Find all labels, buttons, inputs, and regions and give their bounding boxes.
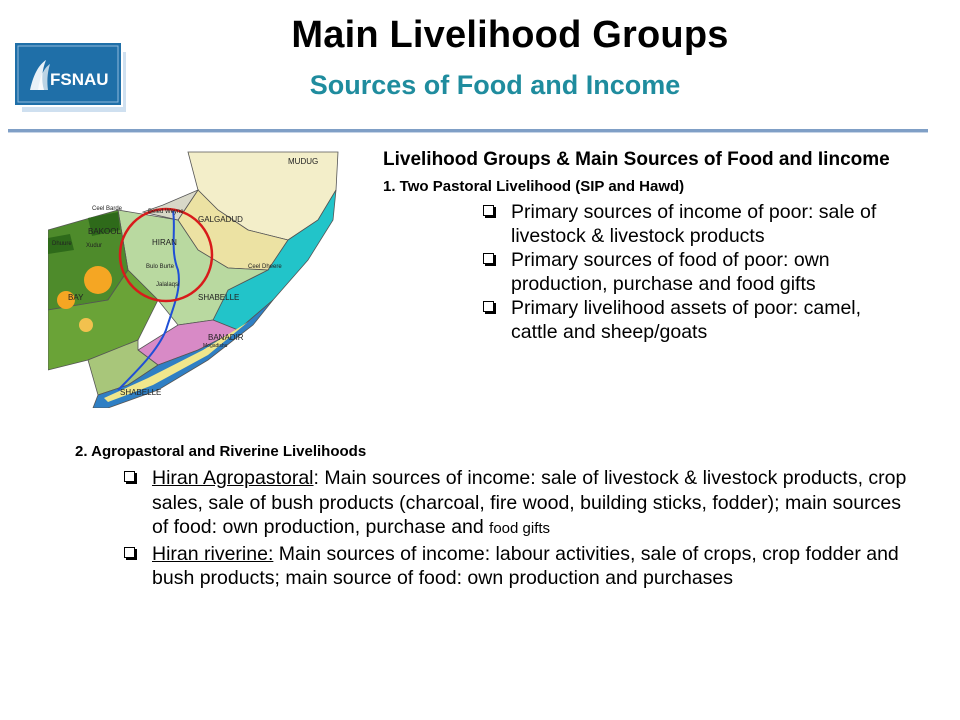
agropastoral-subheading: 2. Agropastoral and Riverine Livelihoods	[75, 443, 367, 460]
pastoral-section	[383, 148, 923, 344]
page-subtitle: Sources of Food and Income	[309, 70, 681, 100]
pastoral-bullet-list	[481, 200, 923, 344]
checkbox-bullet-icon	[483, 301, 494, 312]
hiran-riverine-label: Hiran riverine:	[152, 542, 274, 565]
checkbox-bullet-icon	[124, 471, 135, 482]
svg-text:BANADIR: BANADIR	[208, 333, 244, 342]
svg-text:HIRAN: HIRAN	[152, 238, 177, 247]
checkbox-bullet-icon	[124, 547, 135, 558]
pastoral-subheading: 1. Two Pastoral Livelihood (SIP and Hawd)	[383, 178, 685, 195]
svg-text:Ceel Dheere: Ceel Dheere	[248, 264, 282, 270]
list-item: Primary sources of food of poor: own production, purchase and food gifts	[481, 248, 911, 296]
svg-text:SHABELLE: SHABELLE	[198, 293, 240, 302]
svg-text:Mogadishu: Mogadishu	[203, 343, 228, 349]
svg-text:Bulo Burte: Bulo Burte	[146, 264, 175, 270]
list-item: Hiran riverine: Main sources of income: labour activities, sale of crops, crop fodder and bush products; main source of food: own production and purchases	[122, 542, 912, 591]
svg-text:SHABELLE: SHABELLE	[120, 388, 162, 397]
list-item: Primary sources of income of poor: sale of livestock & livestock products	[481, 200, 911, 248]
section-heading: Livelihood Groups & Main Sources of Food and Iincome	[383, 149, 890, 170]
checkbox-bullet-icon	[483, 205, 494, 216]
svg-text:MUDUG: MUDUG	[288, 157, 319, 166]
page-title: Main Livelihood Groups	[291, 14, 729, 56]
svg-text:BAKOOL: BAKOOL	[88, 227, 121, 236]
hiran-agropastoral-label: Hiran Agropastoral	[152, 467, 314, 489]
svg-text:BAY: BAY	[68, 293, 84, 302]
livelihood-map	[48, 150, 340, 408]
list-item: Hiran Agropastoral: Main sources of income: sale of livestock & livestock products, crop sales, sale of bush products (charcoal, fire wood, building sticks, fodder); main sources of food: own production, purchase and food gifts	[122, 466, 912, 542]
checkbox-bullet-icon	[483, 253, 494, 264]
svg-text:Dhuure: Dhuure	[52, 241, 72, 247]
svg-text:Xudur: Xudur	[86, 243, 103, 249]
agropastoral-bullet-list	[122, 466, 905, 591]
svg-text:GALGADUD: GALGADUD	[198, 215, 243, 224]
list-item: Primary livelihood assets of poor: camel, cattle and sheep/goats	[481, 296, 911, 344]
header-divider	[8, 129, 928, 133]
agropastoral-section	[75, 441, 905, 591]
svg-text:Beled Weyne: Beled Weyne	[148, 209, 184, 215]
svg-text:Jalalaqsi: Jalalaqsi	[156, 282, 180, 288]
svg-text:FSNAU: FSNAU	[50, 70, 109, 89]
svg-text:Ceel Barde: Ceel Barde	[92, 206, 123, 212]
